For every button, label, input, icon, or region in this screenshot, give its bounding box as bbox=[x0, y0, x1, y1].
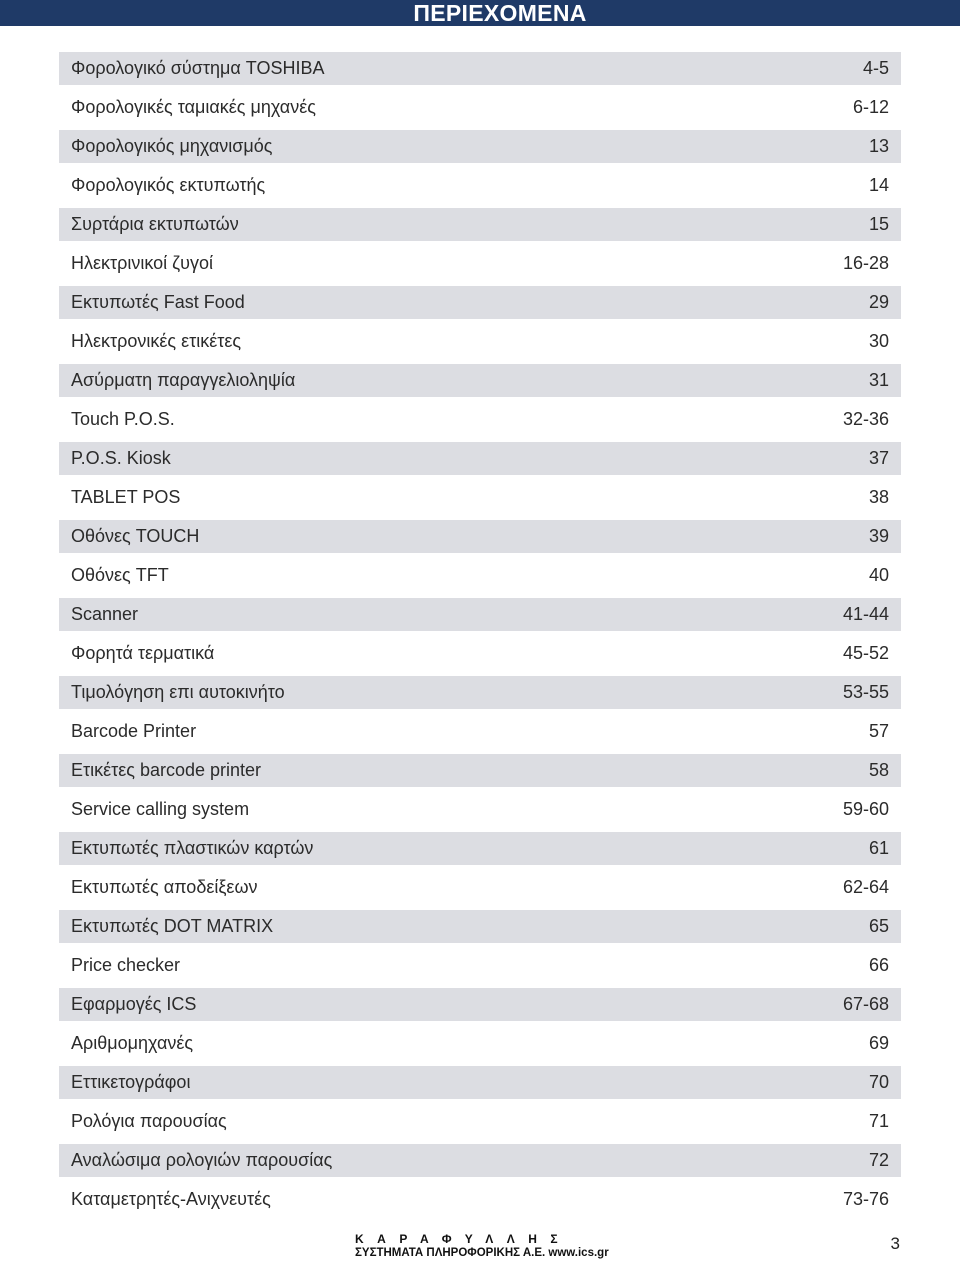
toc-entry-page: 66 bbox=[868, 955, 889, 975]
toc-entry-page: 71 bbox=[868, 1111, 889, 1131]
toc-entry-page: 31 bbox=[868, 370, 889, 390]
toc-row bbox=[59, 247, 901, 280]
toc-entry-page: 67-68 bbox=[842, 994, 889, 1014]
toc-entry-page: 30 bbox=[868, 331, 889, 351]
toc-entry-title: Touch P.O.S. bbox=[71, 409, 175, 429]
toc-entry-page: 53-55 bbox=[842, 682, 889, 702]
toc-entry-title: Εκτυπωτές πλαστικών καρτών bbox=[71, 838, 314, 858]
toc-entry-title: TABLET POS bbox=[71, 487, 181, 507]
toc-entry-title: Εκτυπωτές αποδείξεων bbox=[71, 877, 258, 897]
toc-row bbox=[59, 1066, 901, 1099]
toc-entry-page: 32-36 bbox=[842, 409, 889, 429]
toc-entry-title: Καταμετρητές-Ανιχνευτές bbox=[71, 1189, 271, 1209]
toc-entry-title: Φορητά τερματικά bbox=[71, 643, 215, 663]
toc-entry-page: 62-64 bbox=[842, 877, 889, 897]
toc-row bbox=[59, 754, 901, 787]
page-header bbox=[0, 0, 960, 26]
toc-row bbox=[59, 403, 901, 436]
toc-entry-title: Εκτυπωτές DOT MATRIX bbox=[71, 916, 274, 936]
toc-entry-page: 61 bbox=[868, 838, 889, 858]
toc-entry-page: 57 bbox=[868, 721, 889, 741]
toc-entry-title: P.O.S. Kiosk bbox=[71, 448, 171, 468]
toc-entry-page: 13 bbox=[868, 136, 889, 156]
toc-entry-page: 39 bbox=[868, 526, 889, 546]
toc-entry-title: Ρολόγια παρουσίας bbox=[71, 1111, 227, 1131]
toc-row bbox=[59, 208, 901, 241]
toc-row bbox=[59, 1105, 901, 1138]
toc-row bbox=[59, 325, 901, 358]
toc-row bbox=[59, 949, 901, 982]
toc-entry-page: 41-44 bbox=[842, 604, 889, 624]
toc-entry-page: 70 bbox=[868, 1072, 889, 1092]
toc-entry-page: 72 bbox=[868, 1150, 889, 1170]
toc-row bbox=[59, 715, 901, 748]
toc-entry-title: Ετικέτες barcode printer bbox=[71, 760, 262, 780]
toc-row bbox=[59, 637, 901, 670]
toc-entry-title: Αριθμομηχανές bbox=[71, 1033, 194, 1053]
toc-row bbox=[59, 442, 901, 475]
toc-row bbox=[59, 520, 901, 553]
table-of-contents bbox=[59, 52, 901, 1222]
toc-entry-title: Service calling system bbox=[71, 799, 250, 819]
page-title: ΠΕΡΙΕΧΟΜΕΝΑ bbox=[413, 0, 587, 26]
toc-entry-page: 14 bbox=[868, 175, 889, 195]
toc-entry-title: Εφαρμογές ICS bbox=[71, 994, 197, 1014]
toc-row bbox=[59, 676, 901, 709]
toc-entry-page: 58 bbox=[868, 760, 889, 780]
company-tagline: ΣΥΣΤΗΜΑΤΑ ΠΛΗΡΟΦΟΡΙΚΗΣ Α.Ε. www.ics.gr bbox=[355, 1247, 609, 1259]
toc-entry-title: Barcode Printer bbox=[71, 721, 197, 741]
page-number: 3 bbox=[890, 1234, 900, 1253]
toc-entry-title: Αναλώσιμα ρολογιών παρουσίας bbox=[71, 1150, 333, 1170]
toc-row bbox=[59, 1144, 901, 1177]
toc-entry-page: 59-60 bbox=[842, 799, 889, 819]
toc-entry-title: Ηλεκτρονικές ετικέτες bbox=[71, 331, 242, 351]
toc-entry-title: Ασύρματη παραγγελιοληψία bbox=[71, 370, 296, 390]
footer bbox=[355, 1232, 615, 1260]
toc-row bbox=[59, 364, 901, 397]
toc-entry-page: 38 bbox=[868, 487, 889, 507]
toc-row bbox=[59, 598, 901, 631]
toc-row bbox=[59, 832, 901, 865]
company-brand: ΚΑΡΑΦΥΛΛΗΣ bbox=[355, 1232, 572, 1246]
toc-entry-page: 40 bbox=[868, 565, 889, 585]
toc-entry-page: 73-76 bbox=[842, 1189, 889, 1209]
toc-entry-title: Ηλεκτρινικοί ζυγοί bbox=[71, 253, 213, 273]
toc-entry-page: 4-5 bbox=[862, 58, 889, 78]
toc-row bbox=[59, 1027, 901, 1060]
toc-entry-page: 37 bbox=[868, 448, 889, 468]
toc-entry-title: Φορολογικός μηχανισμός bbox=[71, 136, 273, 156]
toc-entry-title: Οθόνες TOUCH bbox=[71, 526, 200, 546]
toc-row bbox=[59, 286, 901, 319]
toc-row bbox=[59, 52, 901, 85]
toc-row bbox=[59, 559, 901, 592]
toc-entry-page: 15 bbox=[868, 214, 889, 234]
toc-entry-title: Φορολογικός εκτυπωτής bbox=[71, 175, 266, 195]
toc-entry-page: 29 bbox=[868, 292, 889, 312]
toc-entry-page: 65 bbox=[868, 916, 889, 936]
toc-entry-title: Scanner bbox=[71, 604, 139, 624]
toc-entry-title: Τιμολόγηση επι αυτοκινήτο bbox=[71, 682, 285, 702]
toc-row bbox=[59, 988, 901, 1021]
toc-row bbox=[59, 169, 901, 202]
toc-entry-title: Price checker bbox=[71, 955, 181, 975]
toc-row bbox=[59, 91, 901, 124]
toc-entry-title: Φορολογικό σύστημα TOSHIBA bbox=[71, 58, 325, 78]
toc-row bbox=[59, 130, 901, 163]
toc-row bbox=[59, 481, 901, 514]
toc-entry-page: 16-28 bbox=[842, 253, 889, 273]
toc-entry-title: Εττικετογράφοι bbox=[71, 1072, 191, 1092]
toc-entry-page: 6-12 bbox=[852, 97, 889, 117]
toc-row bbox=[59, 1183, 901, 1216]
toc-entry-title: Φορολογικές ταμιακές μηχανές bbox=[71, 97, 316, 117]
toc-entry-title: Εκτυπωτές Fast Food bbox=[71, 292, 245, 312]
toc-entry-title: Οθόνες TFT bbox=[71, 565, 169, 585]
toc-row bbox=[59, 871, 901, 904]
toc-entry-page: 69 bbox=[868, 1033, 889, 1053]
toc-row bbox=[59, 793, 901, 826]
toc-entry-page: 45-52 bbox=[842, 643, 889, 663]
toc-entry-title: Συρτάρια εκτυπωτών bbox=[71, 214, 239, 234]
toc-row bbox=[59, 910, 901, 943]
